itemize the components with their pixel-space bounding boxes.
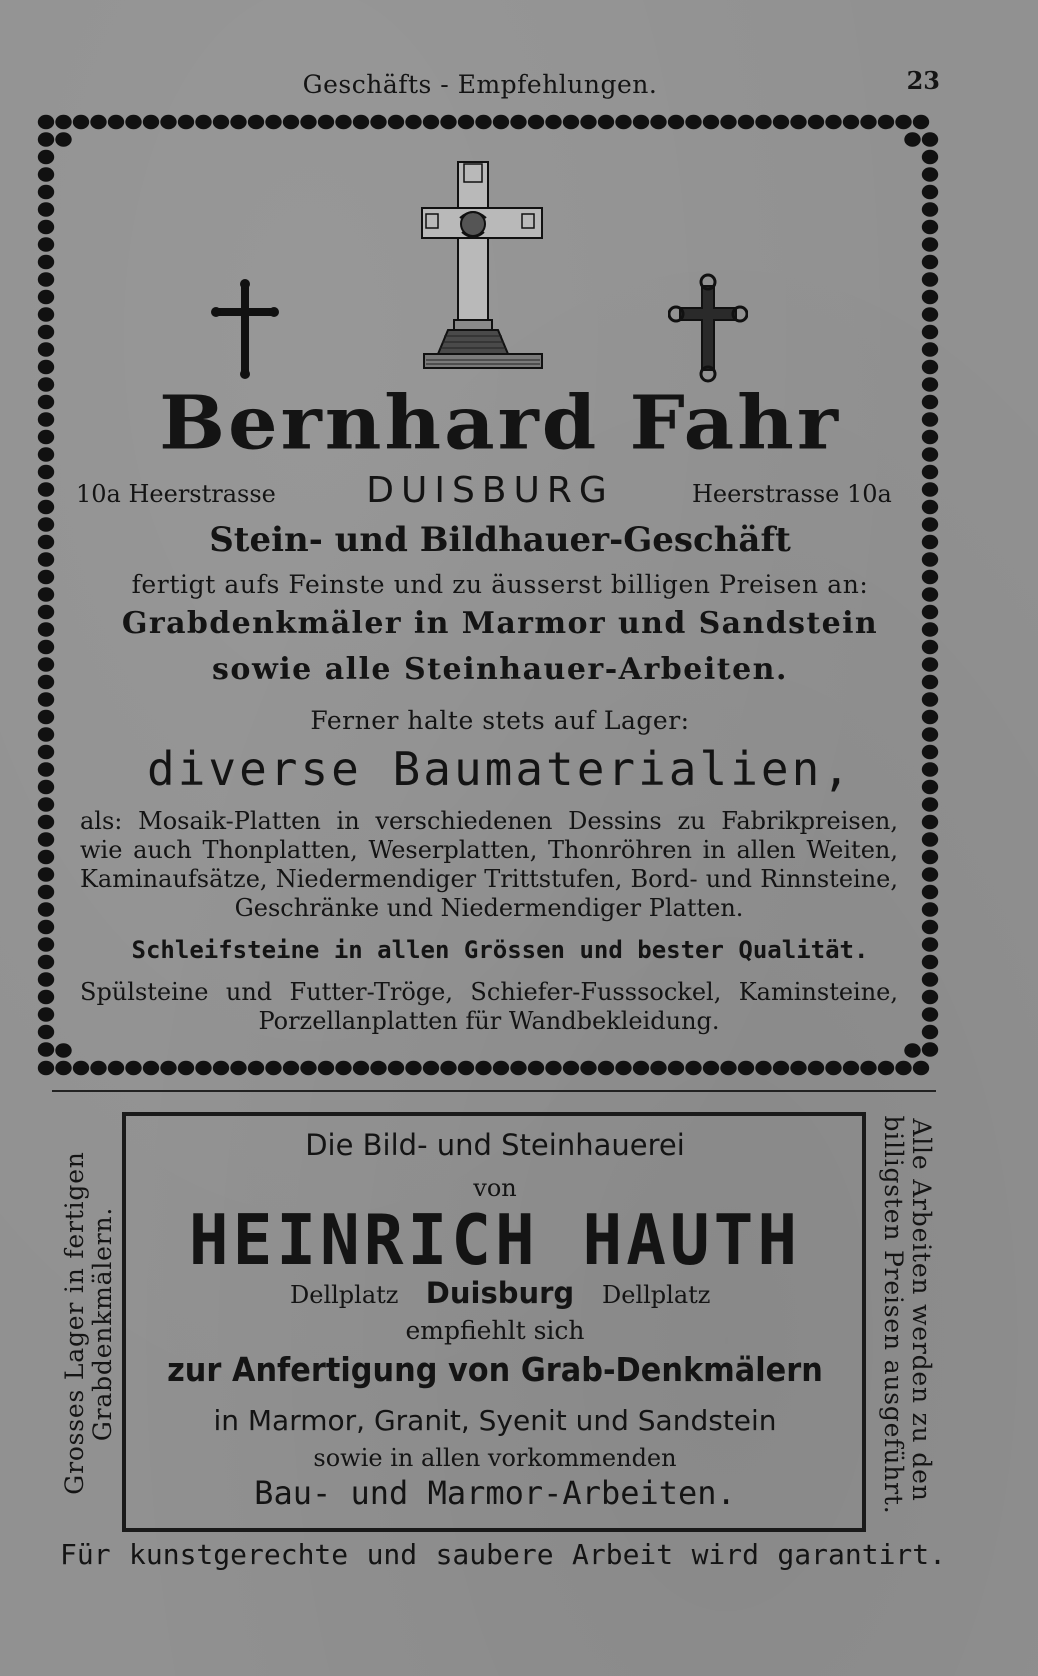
fahr-grab-line: Grabdenkmäler in Marmor und Sandstein: [121, 606, 879, 641]
fahr-als-line: wie auch Thonplatten, Weserplatten, Thonröhren in allen Weiten,: [80, 836, 898, 864]
left-cross-icon: [210, 278, 280, 382]
fahr-als-line: als: Mosaik-Platten in verschiedenen Dessins zu Fabrikpreisen,: [80, 807, 898, 835]
fahr-address-right: Heerstrasse 10a: [692, 480, 892, 508]
hauth-side-left-line: Grosses Lager in fertigen: [60, 1151, 89, 1495]
fahr-spuel-line: Spülsteine und Futter-Tröge, Schiefer-Fusssockel, Kaminsteine,: [80, 978, 898, 1006]
hauth-address-left: Dellplatz: [290, 1281, 399, 1309]
hauth-bau: Bau- und Marmor-Arbeiten.: [254, 1474, 736, 1512]
hauth-materials: in Marmor, Granit, Syenit und Sandstein: [213, 1404, 777, 1437]
fahr-steinhauer-line: sowie alle Steinhauer-Arbeiten.: [212, 652, 788, 687]
fahr-baumaterialien: diverse Baumaterialien,: [147, 742, 853, 796]
fahr-offer-intro: fertigt aufs Feinste und zu äusserst billigen Preisen an:: [131, 570, 869, 599]
running-header: Geschäfts - Empfehlungen.: [302, 70, 658, 99]
hauth-side-right-line: billigsten Preisen ausgeführt.: [879, 1115, 908, 1515]
hauth-city: Duisburg: [425, 1276, 575, 1310]
fahr-spuel-line: Porzellanplatten für Wandbekleidung.: [258, 1007, 720, 1035]
hauth-address-right: Dellplatz: [602, 1281, 711, 1309]
hauth-name: HEINRICH HAUTH: [188, 1200, 802, 1281]
hauth-empfiehlt: empfiehlt sich: [405, 1316, 585, 1345]
fahr-name: Bernhard Fahr: [159, 380, 841, 467]
hauth-side-left-line: Grabdenkmälern.: [88, 1206, 117, 1442]
monument-cross-icon: [420, 158, 548, 378]
hauth-sowie: sowie in allen vorkommenden: [313, 1444, 677, 1472]
hauth-von: von: [473, 1174, 517, 1202]
fahr-lager-line: Ferner halte stets auf Lager:: [310, 706, 690, 735]
fahr-als-line: Geschränke und Niedermendiger Platten.: [234, 894, 744, 922]
page-number: 23: [906, 66, 940, 95]
hauth-side-right-line: Alle Arbeiten werden zu den: [907, 1118, 936, 1502]
fahr-city: DUISBURG: [366, 470, 614, 511]
fahr-schleifsteine: Schleifsteine in allen Grössen und bester Qualität.: [131, 936, 869, 964]
fahr-business: Stein- und Bildhauer-Geschäft: [209, 520, 791, 560]
hauth-guarantee: Für kunstgerechte und saubere Arbeit wird garantirt.: [60, 1538, 946, 1571]
right-cross-icon: [668, 272, 748, 384]
hauth-intro: Die Bild- und Steinhauerei: [305, 1128, 685, 1162]
fahr-als-line: Kaminaufsätze, Niedermendiger Trittstufen, Bord- und Rinnsteine,: [80, 865, 898, 893]
section-separator: [52, 1090, 936, 1092]
fahr-address-left: 10a Heerstrasse: [76, 480, 276, 508]
hauth-service: zur Anfertigung von Grab-Denkmälern: [167, 1350, 823, 1389]
